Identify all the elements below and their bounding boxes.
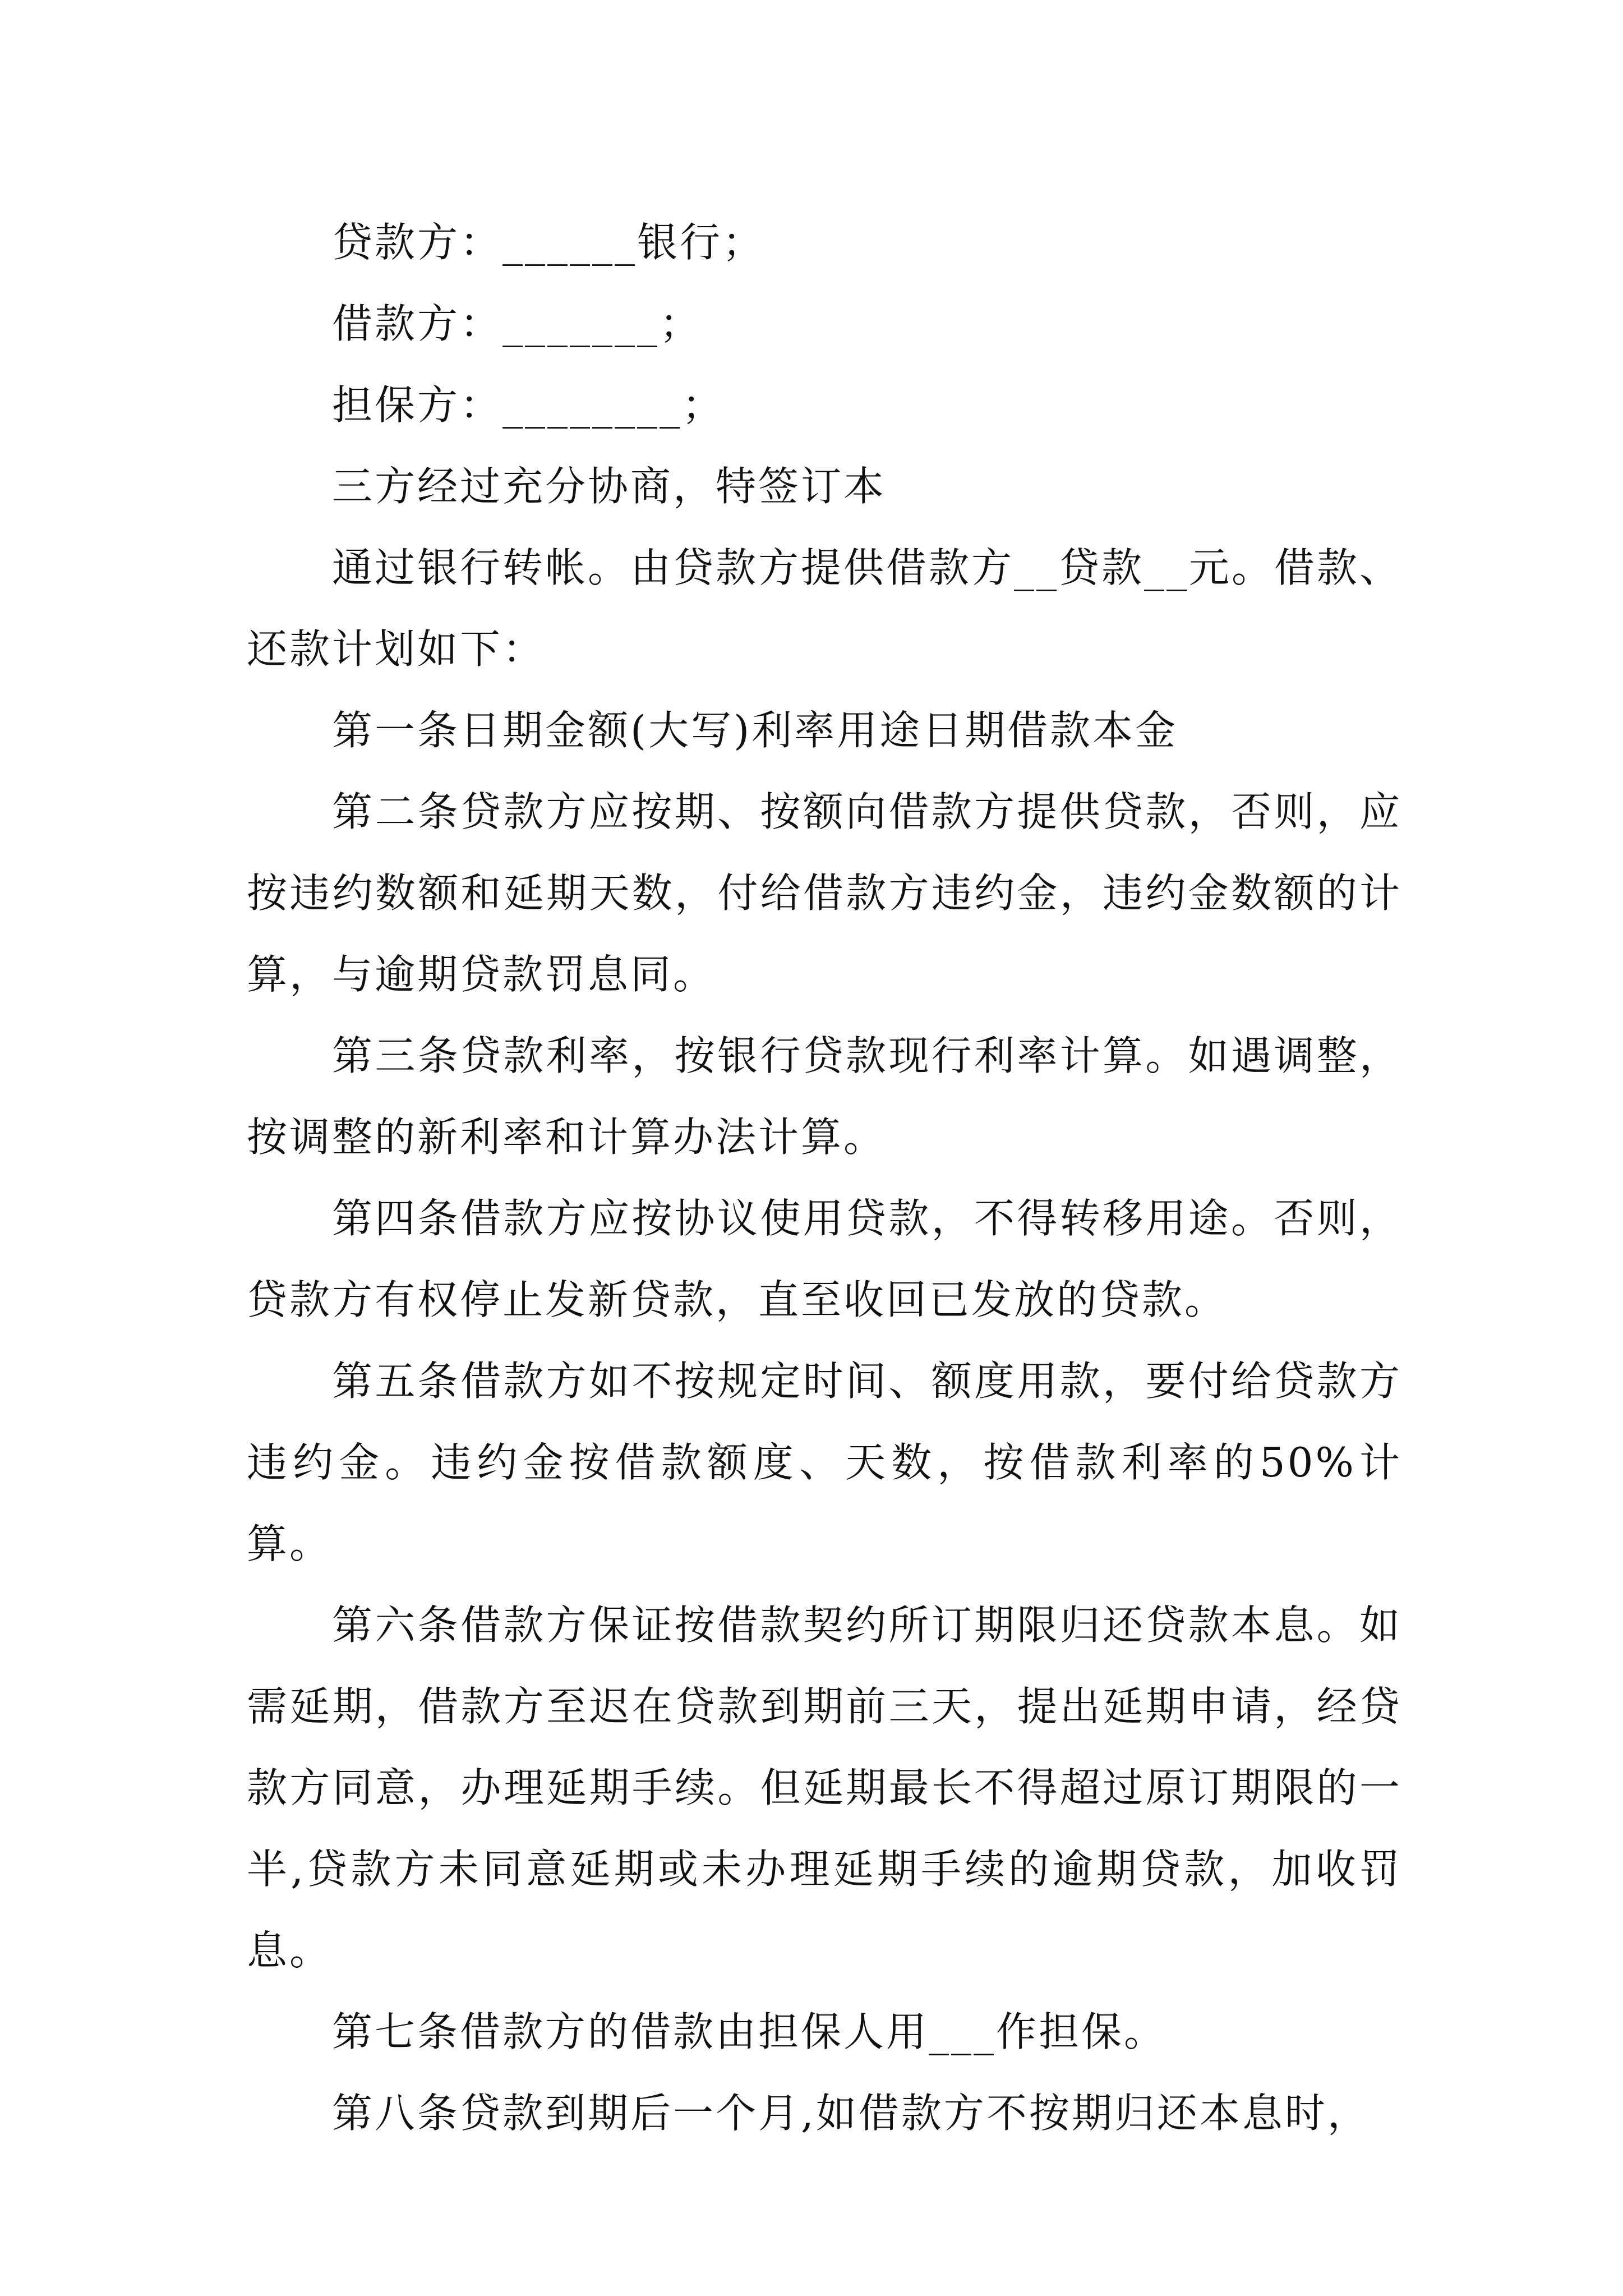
article-3: 第三条贷款利率，按银行贷款现行利率计算。如遇调整，按调整的新利率和计算办法计算。 (247, 1032, 1402, 1161)
guarantor-line: 担保方：________； (332, 381, 725, 429)
transfer-paragraph: 通过银行转帐。由贷款方提供借款方__贷款__元。借款、还款计划如下： (247, 544, 1403, 673)
lender-line: 贷款方：______银行； (332, 219, 766, 266)
article-5: 第五条借款方如不按规定时间、额度用款，要付给贷款方违约金。违约金按借款额度、天数，按借款利率的50%计算。 (247, 1358, 1402, 1567)
borrower-line: 借款方：_______； (332, 300, 703, 347)
article-2: 第二条贷款方应按期、按额向借款方提供贷款，否则，应按违约数额和延期天数，付给借款方违约金，违约金数额的计算，与逾期贷款罚息同。 (247, 788, 1402, 998)
article-7: 第七条借款方的借款由担保人用___作担保。 (332, 2008, 1167, 2055)
article-6: 第六条借款方保证按借款契约所订期限归还贷款本息。如需延期，借款方至迟在贷款到期前三天，提出延期申请，经贷款方同意，办理延期手续。但延期最长不得超过原订期限的一半,贷款方未同意延期或未办理延期手续的逾期贷款，加收罚息。 (247, 1602, 1402, 1974)
article-8: 第八条贷款到期后一个月,如借款方不按期归还本息时， (332, 2090, 1370, 2137)
document-body (247, 202, 1402, 2154)
article-1: 第一条日期金额(大写)利率用途日期借款本金 (332, 707, 1178, 754)
article-4: 第四条借款方应按协议使用贷款，不得转移用途。否则，贷款方有权停止发新贷款，直至收回已发放的贷款。 (247, 1195, 1402, 1323)
agreement-intro-line: 三方经过充分协商，特签订本 (332, 463, 887, 510)
